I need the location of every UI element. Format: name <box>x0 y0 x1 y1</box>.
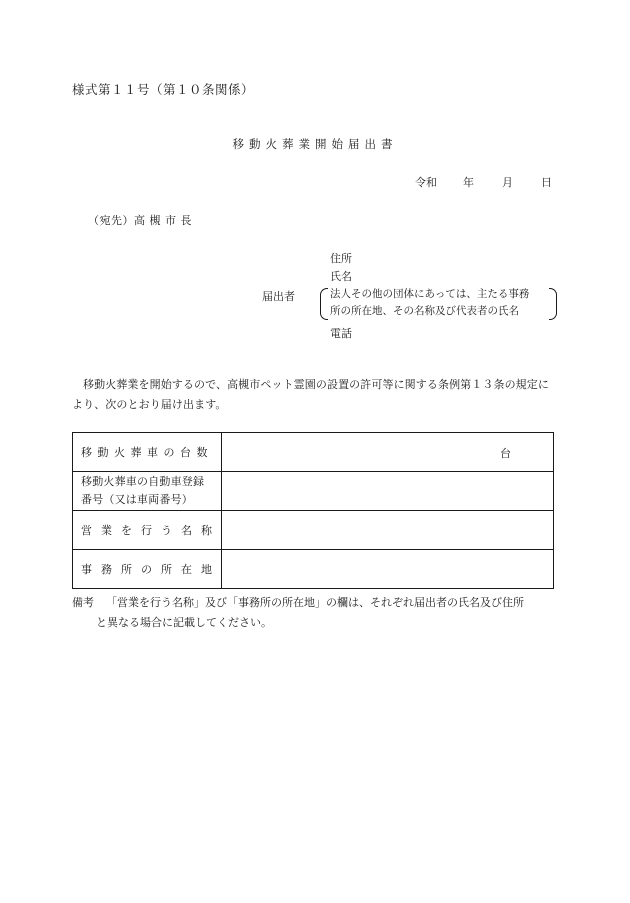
vehicle-count-label: 移動火葬車の台数 <box>73 433 222 472</box>
addressee-prefix: （宛先） <box>88 214 134 227</box>
vehicle-count-field[interactable] <box>222 433 554 472</box>
registration-label-line-2: 番号（又は車両番号） <box>81 493 193 506</box>
remarks-text-2: と異なる場合に記載してください。 <box>96 616 272 629</box>
office-location-label: 事務所の所在地 <box>73 550 222 589</box>
date-month-unit: 月 <box>502 176 513 189</box>
remarks-label: 備考 <box>72 596 94 609</box>
remarks-text-1: 「営業を行う名称」及び「事務所の所在地」の欄は、それぞれ届出者の氏名及び住所 <box>106 596 524 609</box>
applicant-label: 届出者 <box>262 290 295 303</box>
registration-label-line-1: 移動火葬車の自動車登録 <box>81 475 205 488</box>
note-line-1: 法人その他の団体にあっては、主たる事務 <box>330 288 530 300</box>
registration-number-field[interactable] <box>222 472 554 511</box>
applicant-name-label: 氏名 <box>330 270 352 283</box>
office-location-field[interactable] <box>222 550 554 589</box>
table-row <box>73 472 554 511</box>
addressee <box>88 212 192 228</box>
declaration-text: 移動火葬業を開始するので、高槻市ペット霊園の設置の許可等に関する条例第１３条の規定により、次のとおり届け出ます。 <box>72 378 549 411</box>
note-bracket-left <box>320 288 328 320</box>
registration-number-label <box>73 472 222 511</box>
note-line-2: 所の所在地、その名称及び代表者の氏名 <box>330 305 519 317</box>
date-day-unit: 日 <box>541 176 552 189</box>
table-row <box>73 550 554 589</box>
date-era: 令和 <box>415 176 437 189</box>
applicant-address-label: 住所 <box>330 252 352 265</box>
notification-table <box>72 432 554 589</box>
date-year-unit: 年 <box>463 176 474 189</box>
note-bracket-right <box>549 288 557 320</box>
remarks-line-1 <box>72 593 562 613</box>
addressee-name: 高 槻 市 長 <box>134 214 192 227</box>
applicant-block <box>262 246 572 346</box>
vehicle-count-unit: 台 <box>500 447 511 460</box>
form-number: 様式第１１号（第１０条関係） <box>72 82 255 97</box>
table-row <box>73 511 554 550</box>
business-name-label: 営業を行う名称 <box>73 511 222 550</box>
applicant-phone-label: 電話 <box>330 327 352 340</box>
business-name-field[interactable] <box>222 511 554 550</box>
date-line <box>415 174 552 190</box>
document-title: 移動火葬業開始届出書 <box>232 137 398 151</box>
remarks <box>72 593 562 633</box>
table-row <box>73 433 554 472</box>
applicant-organization-note <box>330 286 558 320</box>
